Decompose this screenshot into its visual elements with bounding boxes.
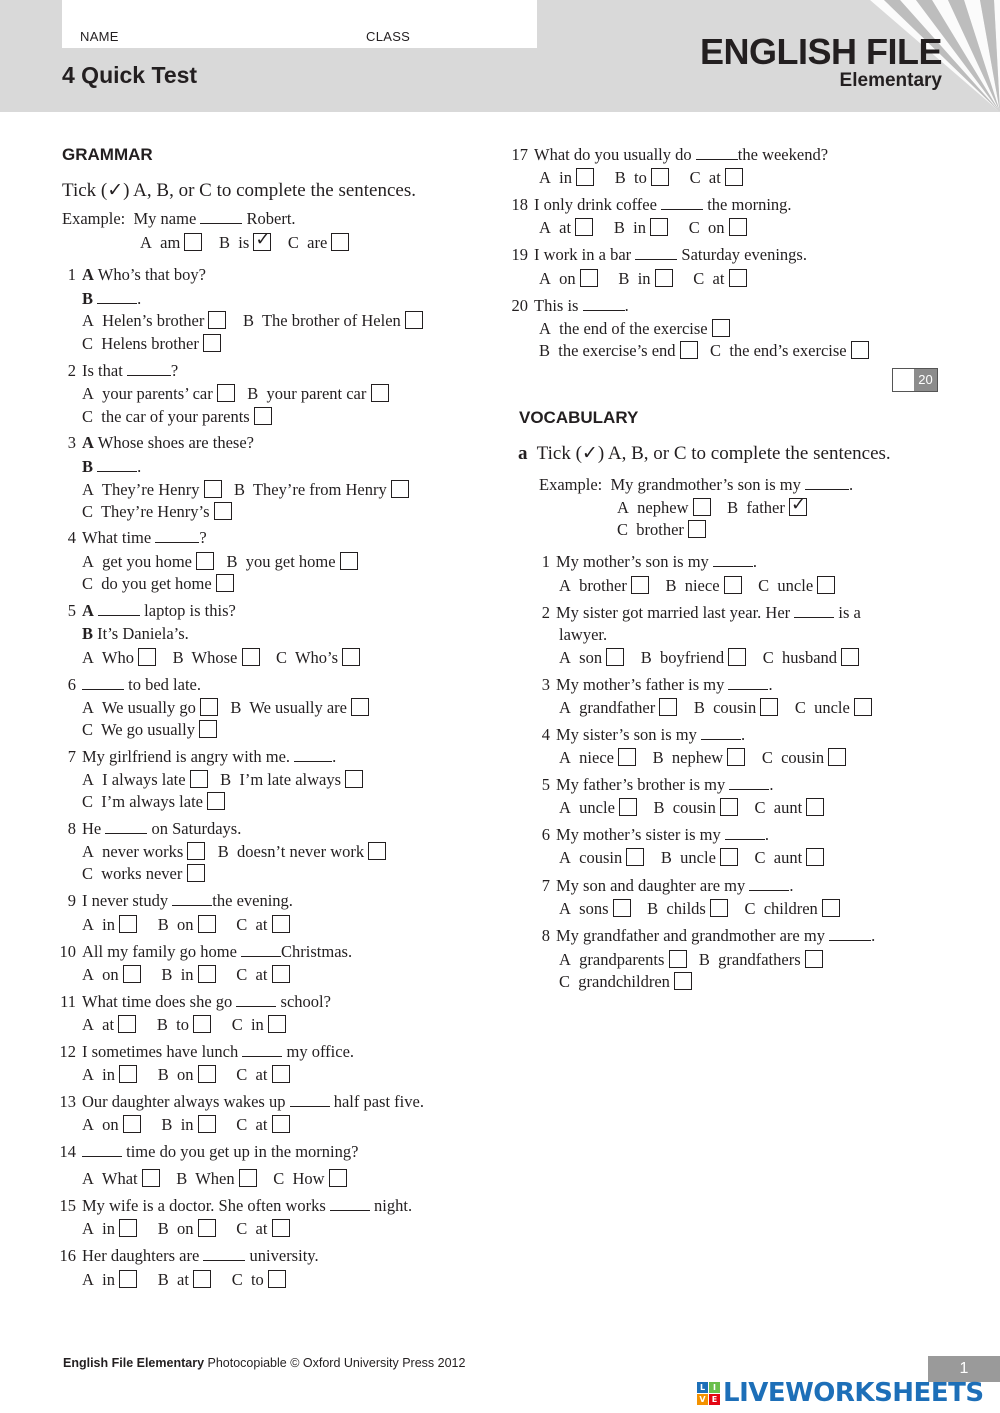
checkbox[interactable] — [200, 698, 218, 716]
checkbox[interactable] — [123, 965, 141, 983]
checkbox[interactable] — [626, 848, 644, 866]
checkbox[interactable] — [724, 576, 742, 594]
question-4: 4 What time ? — [67, 528, 207, 547]
question-15: 15 My wife is a doctor. She often works night. — [59, 1196, 413, 1215]
question-7-options-ab: A I always late B I’m late always — [82, 769, 363, 791]
checkbox[interactable] — [669, 950, 687, 968]
vocab-question-3: 3 My mother’s father is my . — [541, 675, 773, 694]
vocab-question-4: 4 My sister’s son is my . — [541, 725, 746, 744]
checkbox[interactable] — [198, 1219, 216, 1237]
checkbox[interactable] — [119, 915, 137, 933]
question-1-option-c: C Helens brother — [82, 333, 221, 355]
checkbox[interactable] — [207, 792, 225, 810]
vocabulary-example-option-c: C brother — [617, 519, 706, 541]
checkbox[interactable] — [208, 311, 226, 329]
checkbox[interactable] — [351, 698, 369, 716]
checkbox[interactable] — [187, 842, 205, 860]
question-14: 14 time do you get up in the morning? — [59, 1142, 359, 1161]
vocabulary-example-options-ab: A nephew B father ✓ — [617, 497, 807, 519]
question-20-option-a: A the end of the exercise — [539, 318, 730, 340]
checkbox[interactable] — [727, 748, 745, 766]
checkbox[interactable] — [720, 848, 738, 866]
vocab-question-2: 2 My sister got married last year. Her is a — [541, 603, 861, 622]
checkbox[interactable] — [272, 1219, 290, 1237]
question-8-option-c: C works never — [82, 863, 205, 885]
checkbox[interactable] — [631, 576, 649, 594]
checkbox[interactable] — [187, 864, 205, 882]
brand-subtitle: Elementary — [839, 70, 942, 91]
checkbox[interactable] — [119, 1219, 137, 1237]
liveworksheets-watermark — [697, 1378, 984, 1408]
question-13-options: A on B in C at — [82, 1114, 290, 1136]
checkbox[interactable] — [659, 698, 677, 716]
checkbox[interactable] — [119, 1065, 137, 1083]
vocab-question-3-options: A grandfather B cousin C uncle — [559, 697, 872, 719]
question-5-options: A Who B Whose C Who’s — [82, 647, 360, 669]
vocab-question-8: 8 My grandfather and grandmother are my . — [541, 926, 876, 945]
checkbox[interactable] — [119, 1270, 137, 1288]
vocabulary-heading: VOCABULARY — [519, 408, 639, 427]
question-3-reply: B . — [82, 457, 142, 476]
question-3-option-c: C They’re Henry’s — [82, 501, 232, 523]
question-11-options: A at B to C in — [82, 1014, 286, 1036]
checkbox[interactable] — [729, 269, 747, 287]
vocab-question-7-options: A sons B childs C children — [559, 898, 840, 920]
question-3: 3 A Whose shoes are these? — [67, 433, 254, 452]
checkbox[interactable] — [272, 1065, 290, 1083]
checkbox[interactable] — [806, 798, 824, 816]
question-17-options: A in B to C at — [539, 167, 743, 189]
question-4-options-ab: A get you home B you get home — [82, 551, 358, 573]
checkbox[interactable] — [329, 1169, 347, 1187]
checkbox[interactable] — [405, 311, 423, 329]
question-12: 12 I sometimes have lunch my office. — [59, 1042, 355, 1061]
checkbox[interactable] — [725, 168, 743, 186]
checkbox[interactable] — [710, 899, 728, 917]
vocab-question-5-options: A uncle B cousin C aunt — [559, 797, 824, 819]
question-10-options: A on B in C at — [82, 964, 290, 986]
checkbox[interactable] — [272, 1115, 290, 1133]
checkbox[interactable] — [331, 233, 349, 251]
question-9: 9 I never study the evening. — [67, 891, 293, 910]
checkbox[interactable] — [854, 698, 872, 716]
checkbox[interactable] — [345, 770, 363, 788]
brand-logo — [700, 33, 942, 91]
question-2: 2 Is that ? — [67, 361, 179, 380]
question-3-options-ab: A They’re Henry B They’re from Henry — [82, 479, 409, 501]
checkbox[interactable] — [198, 1065, 216, 1083]
question-9-options: A in B on C at — [82, 914, 290, 936]
grammar-example-sentence: Example: My name Robert. — [62, 209, 296, 228]
checkbox[interactable] — [817, 576, 835, 594]
footer-credit: English File Elementary Photocopiable © Oxford University Press 2012 — [63, 1356, 466, 1370]
vocab-question-4-options: A niece B nephew C cousin — [559, 747, 846, 769]
brand-title: ENGLISH FILE — [699, 31, 942, 72]
checkbox[interactable] — [728, 648, 746, 666]
checkbox[interactable] — [674, 972, 692, 990]
question-18-options: A at B in C on — [539, 217, 747, 239]
question-6: 6 to bed late. — [67, 675, 201, 694]
checkbox[interactable] — [342, 648, 360, 666]
question-1-options-ab: A Helen’s brother B The brother of Helen — [82, 310, 423, 332]
checkbox[interactable] — [203, 334, 221, 352]
vocabulary-example-sentence: Example: My grandmother’s son is my . — [539, 475, 854, 494]
checkbox[interactable] — [851, 341, 869, 359]
question-20-options-bc: B the exercise’s end C the end’s exercise — [539, 340, 869, 362]
checkbox[interactable] — [712, 319, 730, 337]
question-5: 5 A laptop is this? — [67, 601, 236, 620]
grammar-example-options: A am B is ✓ C are — [140, 232, 349, 254]
checkbox[interactable] — [760, 698, 778, 716]
vocab-question-6: 6 My mother’s sister is my . — [541, 825, 769, 844]
question-15-options: A in B on C at — [82, 1218, 290, 1240]
question-2-options-ab: A your parents’ car B your parent car — [82, 383, 389, 405]
checkbox[interactable] — [841, 648, 859, 666]
checkbox[interactable] — [606, 648, 624, 666]
score-input-box[interactable] — [893, 369, 914, 391]
checkbox[interactable] — [216, 574, 234, 592]
vocab-question-1: 1 My mother’s son is my . — [541, 552, 758, 571]
question-17: 17 What do you usually do the weekend? — [511, 145, 829, 164]
question-11: 11 What time does she go school? — [60, 992, 331, 1011]
checkbox[interactable] — [391, 480, 409, 498]
question-8-options-ab: A never works B doesn’t never work — [82, 841, 386, 863]
question-12-options: A in B on C at — [82, 1064, 290, 1086]
checkbox[interactable] — [190, 770, 208, 788]
vocab-question-2-options: A son B boyfriend C husband — [559, 647, 859, 669]
page-number: 1 — [928, 1356, 1000, 1382]
class-label: CLASS — [366, 29, 411, 44]
checkbox[interactable] — [619, 798, 637, 816]
checkbox[interactable] — [193, 1270, 211, 1288]
checkbox[interactable] — [371, 384, 389, 402]
checkbox[interactable] — [655, 269, 673, 287]
vocab-question-8-option-c: C grandchildren — [559, 971, 692, 993]
checkbox[interactable] — [368, 842, 386, 860]
checkbox[interactable] — [199, 720, 217, 738]
question-2-option-c: C the car of your parents — [82, 406, 272, 428]
checkbox[interactable] — [196, 552, 214, 570]
checkbox-checked[interactable] — [789, 498, 807, 516]
question-6-options-ab: A We usually go B We usually are — [82, 697, 369, 719]
vocab-question-5: 5 My father’s brother is my . — [541, 775, 774, 794]
liveworksheets-logo-icon: L I V E — [697, 1382, 720, 1405]
question-13: 13 Our daughter always wakes up half past five. — [59, 1092, 424, 1111]
checkbox[interactable] — [217, 384, 235, 402]
question-6-option-c: C We go usually — [82, 719, 217, 741]
question-10: 10 All my family go home Christmas. — [59, 942, 353, 961]
checkbox[interactable] — [805, 950, 823, 968]
liveworksheets-text: LIVEWORKSHEETS — [723, 1378, 984, 1408]
checkbox[interactable] — [242, 648, 260, 666]
question-16: 16 Her daughters are university. — [59, 1246, 319, 1265]
score-total: 20 — [914, 369, 937, 391]
checkbox[interactable] — [340, 552, 358, 570]
checkbox[interactable] — [650, 218, 668, 236]
checkbox[interactable] — [822, 899, 840, 917]
checkbox[interactable] — [729, 218, 747, 236]
question-19: 19 I work in a bar Saturday evenings. — [511, 245, 807, 264]
question-4-option-c: C do you get home — [82, 573, 234, 595]
checkbox[interactable] — [651, 168, 669, 186]
checkbox[interactable] — [142, 1169, 160, 1187]
checkbox[interactable] — [720, 798, 738, 816]
checkbox[interactable] — [580, 269, 598, 287]
question-5-reply: B It’s Daniela’s. — [82, 624, 189, 643]
checkbox[interactable] — [828, 748, 846, 766]
name-class-box — [62, 0, 537, 48]
question-14-options: A What B When C How — [82, 1168, 347, 1190]
question-20: 20 This is . — [511, 296, 629, 315]
grammar-score-box — [892, 368, 938, 392]
checkbox[interactable] — [272, 915, 290, 933]
checkbox[interactable] — [618, 748, 636, 766]
checkbox[interactable] — [254, 407, 272, 425]
question-1: 1 A Who’s that boy? — [67, 265, 206, 284]
checkbox[interactable] — [688, 520, 706, 538]
question-7-option-c: C I’m always late — [82, 791, 225, 813]
vocabulary-instruction: a Tick (✓) A, B, or C to complete the sentences. — [518, 443, 891, 464]
checkbox[interactable] — [806, 848, 824, 866]
vocab-question-1-options: A brother B niece C uncle — [559, 575, 835, 597]
checkbox[interactable] — [239, 1169, 257, 1187]
question-8: 8 He on Saturdays. — [67, 819, 242, 838]
question-7: 7 My girlfriend is angry with me. . — [67, 747, 337, 766]
checkbox[interactable] — [613, 899, 631, 917]
checkbox[interactable] — [198, 965, 216, 983]
checkbox[interactable] — [118, 1015, 136, 1033]
checkbox[interactable] — [693, 498, 711, 516]
question-19-options: A on B in C at — [539, 268, 747, 290]
checkbox[interactable] — [184, 233, 202, 251]
checkbox[interactable] — [214, 502, 232, 520]
question-1-reply: B . — [82, 289, 142, 308]
question-16-options: A in B at C to — [82, 1269, 286, 1291]
vocab-question-8-options-ab: A grandparents B grandfathers — [559, 949, 823, 971]
checkbox[interactable] — [680, 341, 698, 359]
checkbox[interactable] — [268, 1270, 286, 1288]
question-18: 18 I only drink coffee the morning. — [511, 195, 792, 214]
vocab-question-7: 7 My son and daughter are my . — [541, 876, 794, 895]
checkbox[interactable] — [204, 480, 222, 498]
checkbox[interactable] — [268, 1015, 286, 1033]
vocab-question-2-line2: lawyer. — [559, 625, 608, 644]
checkbox[interactable] — [193, 1015, 211, 1033]
checkbox[interactable] — [272, 965, 290, 983]
checkbox-checked[interactable] — [253, 233, 271, 251]
name-label: NAME — [80, 29, 119, 44]
test-title: 4 Quick Test — [62, 62, 198, 88]
header-band — [0, 0, 1000, 112]
checkbox[interactable] — [138, 648, 156, 666]
grammar-instruction: Tick (✓) A, B, or C to complete the sentences. — [62, 180, 416, 201]
checkbox[interactable] — [198, 1115, 216, 1133]
vocab-question-6-options: A cousin B uncle C aunt — [559, 847, 824, 869]
checkbox[interactable] — [198, 915, 216, 933]
checkbox[interactable] — [576, 168, 594, 186]
checkbox[interactable] — [123, 1115, 141, 1133]
grammar-heading: GRAMMAR — [62, 145, 153, 164]
checkbox[interactable] — [575, 218, 593, 236]
